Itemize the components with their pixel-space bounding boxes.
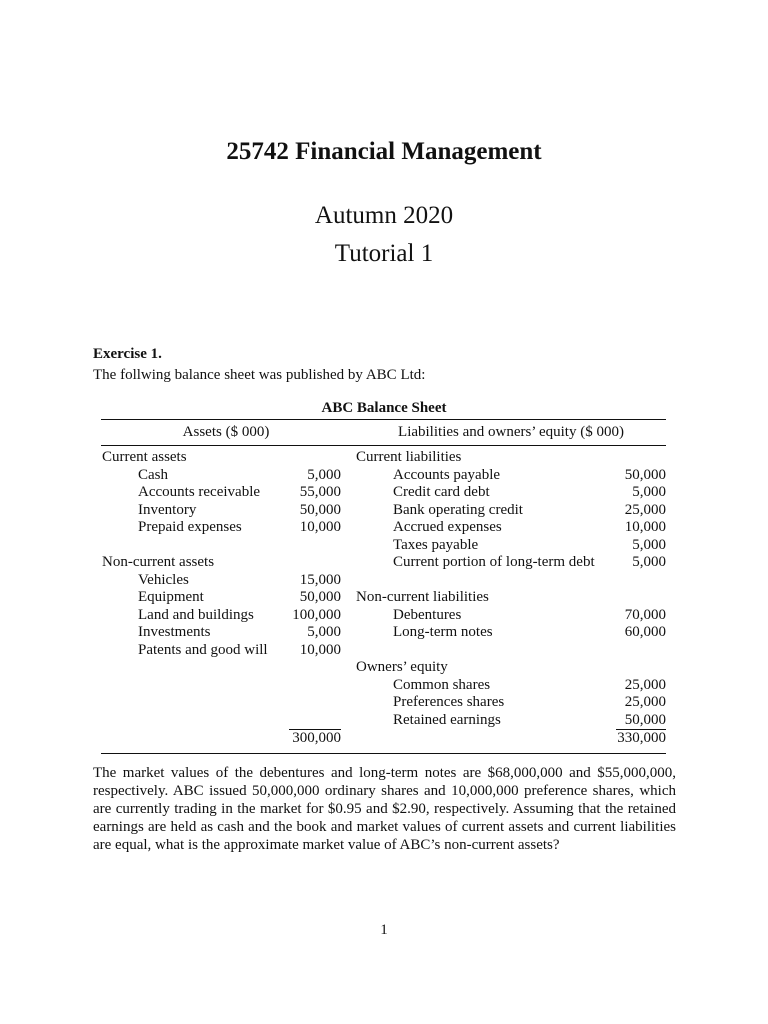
equity-label: Retained earnings [393,711,501,728]
semester: Autumn 2020 [314,202,454,229]
asset-value: 5,000 [307,624,341,640]
course-title: 25742 Financial Management [226,138,542,165]
header-rule [101,445,666,446]
liability-label: Long-term notes [393,624,493,640]
liabilities-header: Liabilities and owners’ equity ($ 000) [398,424,624,440]
current-liabilities-label: Current liabilities [356,449,462,465]
liability-label: Current portion of long-term debt [393,554,595,570]
liability-label: Bank operating credit [393,501,523,518]
current-assets-label: Current assets [102,449,187,465]
assets-total: 300,000 [289,729,341,748]
asset-label: Cash [138,466,168,483]
asset-value: 10,000 [299,641,341,658]
liability-label: Credit card debt [393,484,490,500]
equity-label: Preferences shares [393,694,505,710]
balance-sheet-caption: ABC Balance Sheet [321,400,447,416]
asset-value: 100,000 [292,606,341,623]
exercise-question: The market values of the debentures and long-term notes are $68,000,000 and $55,000,000, respectively. ABC issued 50,000,000 ordinary shares and 10,000,000 preference shares, which are currently trading in the market for $0.95 and $2.90, respectively. Assuming that the retained earnings are held as cash and the book and market values of current assets and current liabilities are equal, what is the approximate market value of ABC’s non-current assets? [93,765,676,853]
liability-value: 70,000 [624,606,666,623]
asset-value: 50,000 [299,589,341,605]
asset-label: Equipment [138,589,204,605]
asset-value: 55,000 [299,484,341,500]
noncurrent-assets-label: Non-current assets [102,554,215,570]
liability-value: 5,000 [632,536,666,553]
asset-value: 10,000 [299,519,341,535]
exercise-intro: The follwing balance sheet was published by ABC Ltd: [93,367,426,383]
balance-sheet-table [101,419,666,754]
equity-value: 50,000 [624,711,666,728]
asset-label: Inventory [138,501,197,518]
asset-value: 5,000 [307,466,341,483]
asset-value: 15,000 [299,571,341,588]
asset-label: Prepaid expenses [138,519,242,535]
liability-value: 5,000 [632,484,666,500]
noncurrent-liabilities-label: Non-current liabilities [356,589,489,605]
asset-label: Vehicles [138,571,189,588]
liability-value: 5,000 [632,554,666,570]
asset-value: 50,000 [299,501,341,518]
liability-label: Taxes payable [393,536,479,553]
owners-equity-label: Owners’ equity [356,659,448,675]
liability-label: Debentures [393,606,462,623]
asset-label: Investments [138,624,211,640]
liability-value: 10,000 [624,519,666,535]
tutorial-title: Tutorial 1 [334,240,434,267]
asset-label: Land and buildings [138,606,254,623]
liability-label: Accrued expenses [393,519,502,535]
liability-value: 50,000 [624,466,666,483]
liability-label: Accounts payable [393,466,501,483]
page-number: 1 [380,922,388,938]
asset-label: Accounts receivable [138,484,261,500]
asset-label: Patents and good will [138,641,268,658]
exercise-heading: Exercise 1. [93,346,162,362]
equity-value: 25,000 [624,676,666,693]
assets-header: Assets ($ 000) [182,424,270,440]
liability-value: 25,000 [624,501,666,518]
equity-value: 25,000 [624,694,666,710]
liabilities-total: 330,000 [617,730,666,746]
equity-label: Common shares [393,676,491,693]
liability-value: 60,000 [624,624,666,640]
